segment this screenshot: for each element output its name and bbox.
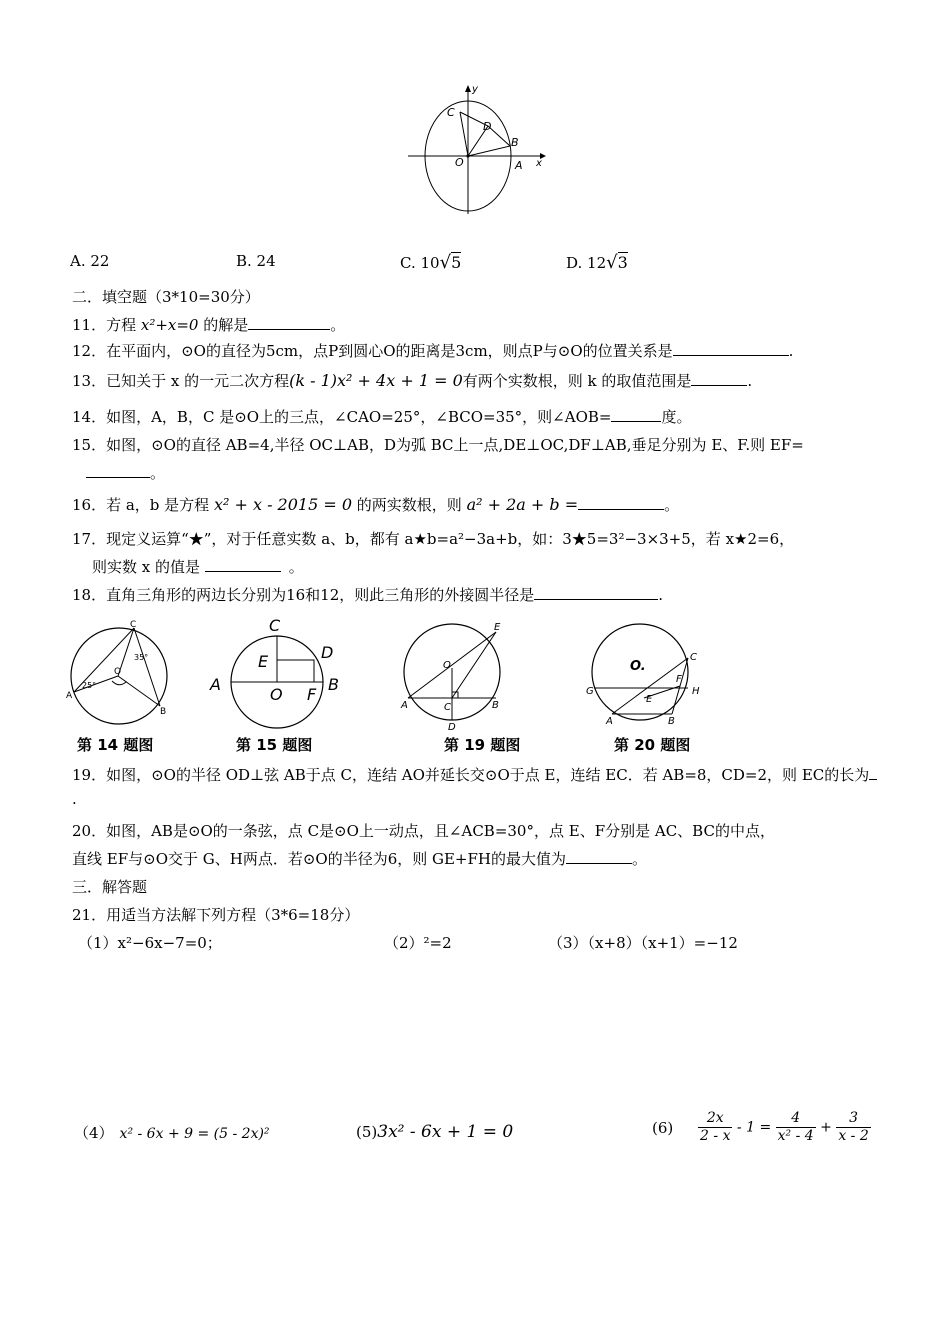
- fraction-1: [698, 1110, 732, 1145]
- answer-blank[interactable]: [691, 371, 747, 386]
- q19-text: 19．如图，⊙O的半径 OD⊥弦 AB于点 C，连结 AO并延长交⊙O于点 E，连结 EC．若 AB=8，CD=2，则 EC的长为: [72, 766, 870, 784]
- caption-figure-14: 第 14 题图: [77, 736, 154, 754]
- fraction-1-denominator: 2 - x: [700, 1128, 731, 1144]
- question-18: [72, 584, 663, 605]
- label-c: C: [444, 702, 451, 713]
- answer-blank[interactable]: [534, 585, 658, 600]
- q21-part-2: （2）²=2: [384, 934, 452, 952]
- question-21-title: 21．用适当方法解下列方程（3*6=18分）: [72, 906, 360, 924]
- label-o: O.: [630, 659, 646, 674]
- label-c: C: [690, 652, 697, 663]
- label-a: A: [401, 700, 408, 711]
- label-a: A: [606, 716, 613, 727]
- q13-post: 有两个实数根，则 k 的取值范围是: [462, 372, 692, 390]
- choice-b: B. 24: [236, 252, 276, 270]
- label-d: D: [321, 643, 334, 662]
- caption-figure-15: 第 15 题图: [236, 736, 313, 754]
- label-o: O: [270, 685, 283, 704]
- q12-text: 12．在平面内，⊙O的直径为5cm，点P到圆心O的距离是3cm，则点P与⊙O的位置关系是: [72, 342, 673, 360]
- q11-pre: 11．方程: [72, 316, 141, 334]
- q16-equation: x² + x - 2015 = 0: [213, 495, 353, 514]
- label-h: H: [692, 686, 700, 697]
- answer-blank[interactable]: [86, 463, 150, 478]
- q21-part-6-label: (6): [652, 1118, 674, 1137]
- q21-part-5-equation: 3x² - 6x + 1 = 0: [377, 1122, 514, 1142]
- question-20-line2: [72, 848, 647, 869]
- q21-part-6-mid: - 1 =: [732, 1119, 776, 1136]
- label-25: 25°: [82, 681, 97, 690]
- label-y: y: [472, 84, 478, 95]
- q12-end: .: [788, 342, 794, 360]
- choice-c: [400, 252, 461, 273]
- label-35: 35°: [134, 653, 149, 662]
- q14-end: 度。: [661, 408, 692, 426]
- fraction-2-numerator: 4: [776, 1110, 816, 1128]
- sqrt-sign: √: [439, 252, 452, 273]
- q21-part-3: （3）（x+8）（x+1）=−12: [548, 934, 738, 952]
- fraction-1-numerator: 2x: [698, 1110, 732, 1128]
- q21-part-5: [356, 1122, 513, 1142]
- q21-part-6-plus: +: [815, 1119, 837, 1136]
- label-d: D: [448, 722, 456, 730]
- figure-20: [584, 618, 704, 730]
- q20-text: 20．如图，AB是⊙O的一条弦，点 C是⊙O上一动点，且∠ACB=30°，点 E、F分别是 AC、BC的中点，: [72, 822, 775, 840]
- question-16: [72, 494, 679, 515]
- label-a: A: [515, 159, 523, 172]
- label-b: B: [668, 716, 675, 727]
- fraction-3: [836, 1110, 870, 1145]
- label-o: O: [114, 667, 122, 677]
- question-14: [72, 406, 692, 427]
- question-20: [72, 820, 775, 841]
- figure-14: [64, 618, 174, 728]
- section-2-heading: 二．填空题（3*10=30分）: [72, 288, 260, 306]
- answer-blank[interactable]: [869, 765, 877, 780]
- top-figure-circle-axes: [400, 80, 550, 220]
- label-e: E: [494, 622, 501, 633]
- q16-end: 。: [664, 496, 680, 514]
- question-15: [72, 434, 804, 455]
- q15-end: 。: [150, 464, 166, 482]
- answer-blank[interactable]: [205, 557, 281, 572]
- q21-part-4-label: （4）: [74, 1124, 114, 1142]
- sqrt-sign: √: [606, 252, 618, 273]
- q16-mid: 的两实数根，则: [352, 496, 467, 514]
- label-b: B: [328, 675, 339, 694]
- label-a: A: [66, 691, 73, 701]
- q18-text: 18．直角三角形的两边长分别为16和12，则此三角形的外接圆半径是: [72, 586, 535, 604]
- q21-part-5-label: (5): [356, 1123, 378, 1141]
- label-d: D: [483, 120, 492, 133]
- q18-end: .: [658, 586, 664, 604]
- q13-pre: 13．已知关于 x 的一元二次方程: [72, 372, 290, 390]
- q11-post: 的解是: [198, 316, 249, 334]
- fraction-3-denominator: x - 2: [838, 1128, 869, 1144]
- q17-line2: 则实数 x 的值是: [92, 558, 205, 576]
- q20-end: 。: [632, 850, 648, 868]
- q21-part-4-equation: x² - 6x + 9 = (5 - 2x)²: [119, 1126, 270, 1142]
- caption-figure-19: 第 19 题图: [444, 736, 521, 754]
- label-c: C: [269, 616, 281, 635]
- answer-blank[interactable]: [578, 495, 664, 510]
- q20-line2: 直线 EF与⊙O交于 G、H两点．若⊙O的半径为6，则 GE+FH的最大值为: [72, 850, 566, 868]
- choice-c-prefix: C. 10: [400, 254, 440, 272]
- question-17: [72, 528, 794, 549]
- q11-equation: x²+x=0: [140, 316, 199, 334]
- choice-a: A. 22: [70, 252, 110, 270]
- fraction-2-denominator: x² - 4: [777, 1128, 814, 1144]
- answer-blank[interactable]: [611, 407, 661, 422]
- question-11: [72, 314, 345, 335]
- q17-end: 。: [288, 558, 304, 576]
- figure-19: [396, 618, 514, 730]
- caption-figure-20: 第 20 题图: [614, 736, 691, 754]
- question-12: [72, 340, 793, 361]
- question-13: [72, 370, 752, 391]
- section-3-heading: 三．解答题: [72, 878, 148, 896]
- q21-part-4: [74, 1122, 270, 1143]
- q21-part-6: [652, 1110, 871, 1145]
- question-19-line2: .: [72, 790, 77, 808]
- label-g: G: [586, 686, 594, 697]
- q15-text: 15．如图，⊙O的直径 AB=4,半径 OC⊥AB，D为弧 BC上一点,DE⊥OC,DF⊥AB,垂足分别为 E、F.则 EF=: [72, 436, 804, 454]
- label-f: F: [307, 685, 317, 704]
- label-a: A: [210, 675, 221, 694]
- label-e: E: [258, 652, 269, 671]
- choice-d-radicand: 3: [617, 253, 628, 272]
- label-b: B: [511, 136, 519, 149]
- choice-d: [566, 252, 628, 273]
- label-c: C: [130, 620, 137, 630]
- choice-d-prefix: D. 12: [566, 254, 607, 272]
- choice-c-radicand: 5: [451, 253, 462, 272]
- question-15-line2: [86, 462, 165, 483]
- answer-blank[interactable]: [673, 341, 789, 356]
- label-x: x: [536, 158, 542, 169]
- question-19: [72, 764, 877, 785]
- label-c: C: [447, 106, 455, 119]
- fraction-2: [776, 1110, 816, 1145]
- q13-equation: (k - 1)x² + 4x + 1 = 0: [289, 371, 463, 390]
- label-f: F: [676, 674, 682, 685]
- q14-pre: 14．如图，A，B，C 是⊙O上的三点，∠CAO=25°，∠BCO=35°，则∠AOB=: [72, 408, 612, 426]
- label-o: O: [455, 156, 464, 169]
- label-o: O: [443, 660, 451, 671]
- q13-end: .: [747, 372, 753, 390]
- answer-blank[interactable]: [248, 315, 330, 330]
- q17-text: 17．现定义运算“★”，对于任意实数 a、b，都有 a★b=a²−3a+b，如：3★5=3²−3×3+5，若 x★2=6，: [72, 530, 795, 548]
- answer-blank[interactable]: [566, 849, 632, 864]
- label-b: B: [160, 707, 167, 717]
- label-b: B: [492, 700, 499, 711]
- label-e: E: [646, 694, 653, 705]
- q16-pre: 16．若 a，b 是方程: [72, 496, 214, 514]
- q16-expression: a² + 2a + b =: [466, 495, 579, 514]
- q21-part-1: （1）x²−6x−7=0；: [78, 934, 222, 952]
- q11-end: 。: [330, 316, 346, 334]
- figure-15: [204, 614, 354, 732]
- fraction-3-numerator: 3: [836, 1110, 870, 1128]
- question-17-line2: [92, 556, 304, 577]
